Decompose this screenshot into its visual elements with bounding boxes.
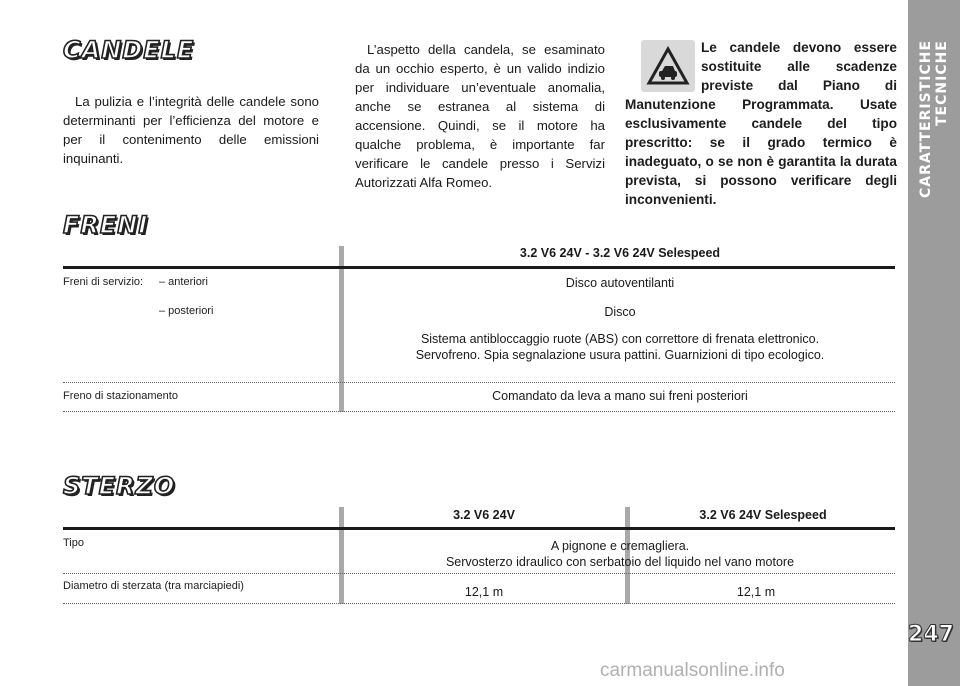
freni-front-label: – anteriori [159, 276, 208, 288]
page-number: 247 [908, 622, 954, 647]
freni-abs-line-1: Sistema antibloccaggio ruote (ABS) con correttore di frenata elettronico. [420, 332, 820, 346]
sterzo-bottom-rule [63, 603, 895, 604]
freni-front-value: Disco autoventilanti [565, 276, 675, 290]
sterzo-heading: STERZO [63, 472, 176, 500]
sterzo-row-divider [63, 573, 895, 574]
sterzo-col1-header: 3.2 V6 24V [453, 508, 515, 522]
freni-header-rule [63, 266, 895, 269]
section-title: CARATTERISTICHE TECNICHE [918, 40, 950, 199]
sterzo-divider-1 [339, 507, 344, 604]
warning-car-icon [641, 40, 695, 92]
candele-text-1: La pulizia e l’integrità delle candele sono determinanti per l’efficienza del motore e per il contenimento delle emissioni inquinanti. [63, 94, 319, 166]
candele-text-2: L’aspetto della candela, se esaminato da un occhio esperto, è un valido indizio per individuare un’eventuale anomalia, anche se estranea al sistema di accensione. Quindi, se il motore ha qualche problema, è importante far verificare le candele presso i Servizi Autorizzati Alfa Romeo. [355, 42, 605, 190]
freni-abs-line-2: Servofreno. Spia segnalazione usura pattini. Guarnizioni di tipo ecologico. [415, 348, 825, 362]
candele-column-2 [355, 40, 605, 192]
candele-column-1 [63, 92, 319, 168]
freni-bottom-rule [63, 411, 895, 412]
warning-text: Le candele devono essere sostituite alle scadenze previste dal Piano di Manutenzione Programmata. Usate esclusivamente candele del tipo prescritto: se il grado termico è inadeguato, o se non è garantita la durata prevista, si possono verificare degli inconvenienti. [625, 40, 897, 207]
sterzo-header-rule [63, 527, 895, 530]
freni-rear-value: Disco [604, 305, 636, 319]
freni-parking-value: Comandato da leva a mano sui freni posteriori [492, 389, 748, 403]
freni-parking-label: Freno di stazionamento [63, 390, 178, 402]
candele-warning [625, 38, 897, 209]
sterzo-diameter-col2: 12,1 m [736, 585, 776, 599]
watermark: carmanualsonline.info [600, 660, 785, 681]
freni-column-divider [339, 246, 344, 412]
section-sidebar [908, 0, 960, 686]
freni-rear-label: – posteriori [159, 305, 214, 317]
freni-column-header: 3.2 V6 24V - 3.2 V6 24V Selespeed [519, 246, 721, 260]
sterzo-type-line-2: Servosterzo idraulico con serbatoio del liquido nel vano motore [445, 555, 795, 569]
freni-service-label: Freni di servizio: [63, 276, 144, 288]
sterzo-diameter-label: Diametro di sterzata (tra marciapiedi) [63, 580, 244, 592]
sterzo-diameter-col1: 12,1 m [464, 585, 504, 599]
freni-row-divider [63, 382, 895, 383]
candele-heading: CANDELE [63, 36, 195, 64]
sterzo-type-line-1: A pignone e cremagliera. [550, 539, 690, 553]
sterzo-type-label: Tipo [63, 537, 84, 549]
sterzo-col2-header: 3.2 V6 24V Selespeed [699, 508, 827, 522]
freni-heading: FRENI [63, 211, 149, 239]
